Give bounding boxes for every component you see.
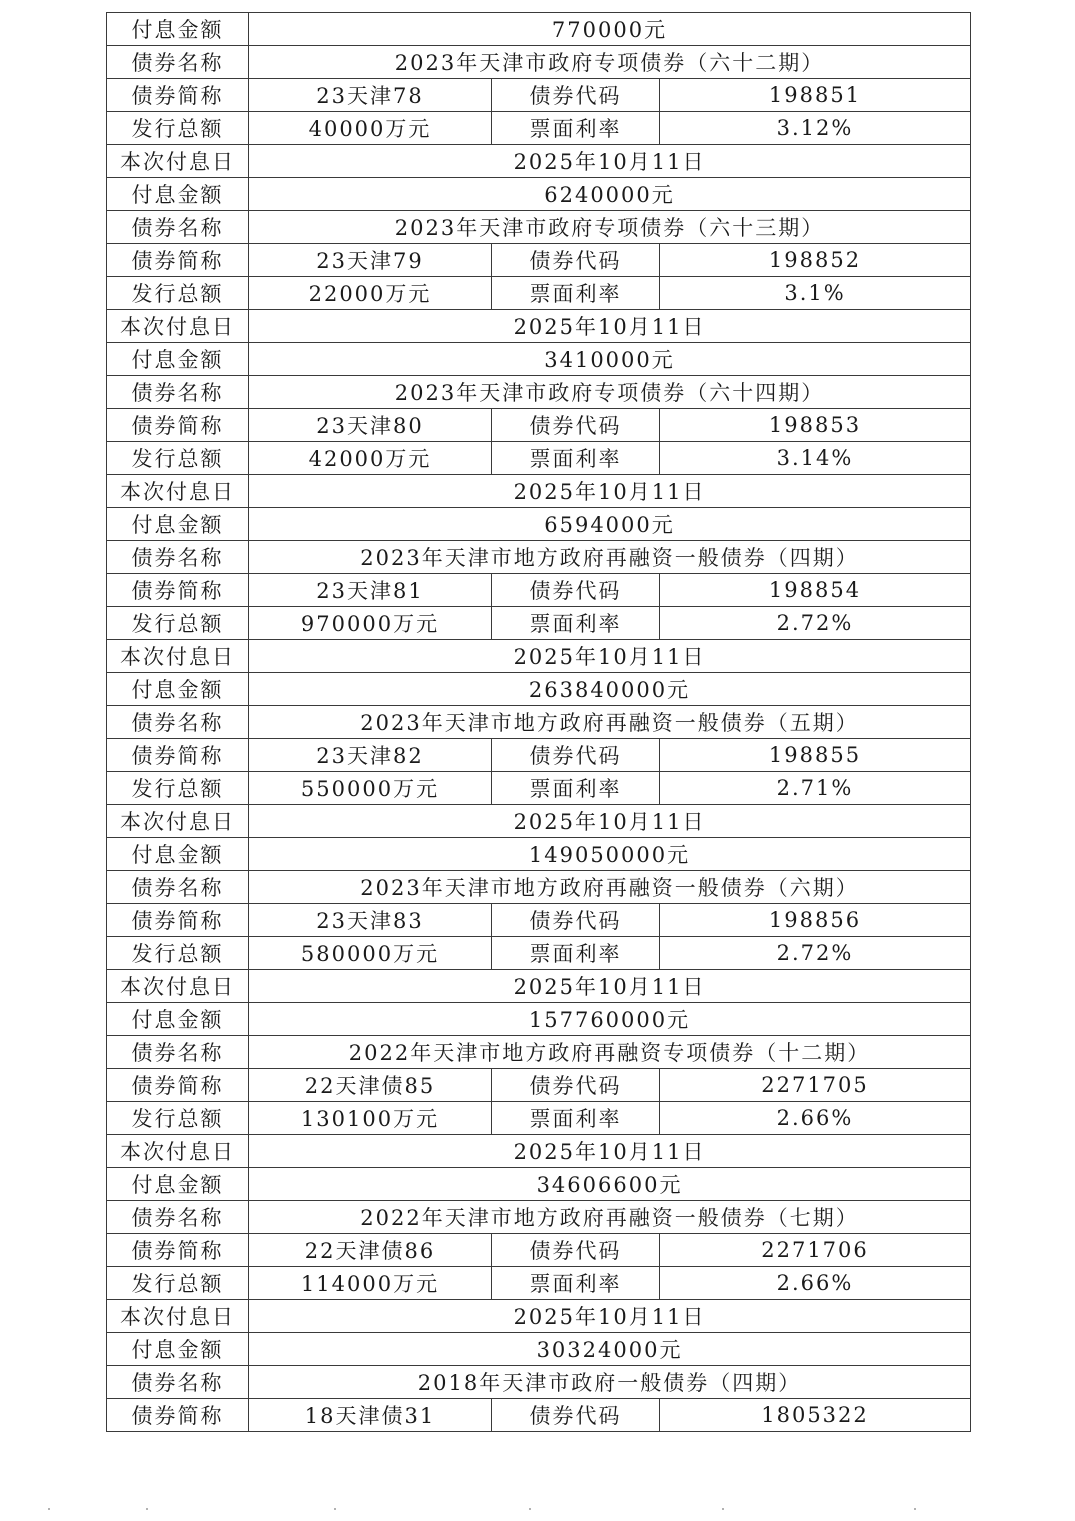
coupon-rate-value: 3.12% xyxy=(660,112,971,145)
table-row xyxy=(107,145,971,178)
table-row xyxy=(107,739,971,772)
short-name-value: 22天津债85 xyxy=(249,1069,492,1102)
bond-code-value: 198856 xyxy=(660,904,971,937)
pay-date-label: 本次付息日 xyxy=(107,145,249,178)
coupon-rate-value: 3.14% xyxy=(660,442,971,475)
bond-code-value: 198854 xyxy=(660,574,971,607)
short-name-label: 债券简称 xyxy=(107,1234,249,1267)
interest-amount-value: 6594000元 xyxy=(249,508,971,541)
issue-amount-label: 发行总额 xyxy=(107,772,249,805)
interest-amount-value: 263840000元 xyxy=(249,673,971,706)
bond-name-value: 2022年天津市地方政府再融资一般债券（七期） xyxy=(249,1201,971,1234)
table-row xyxy=(107,1366,971,1399)
table-row xyxy=(107,1201,971,1234)
scan-specks xyxy=(0,1500,1075,1521)
table-row xyxy=(107,607,971,640)
coupon-rate-label: 票面利率 xyxy=(492,112,660,145)
pay-date-value: 2025年10月11日 xyxy=(249,145,971,178)
bond-code-label: 债券代码 xyxy=(492,739,660,772)
bond-code-value: 198851 xyxy=(660,79,971,112)
issue-amount-value: 580000万元 xyxy=(249,937,492,970)
bond-code-label: 债券代码 xyxy=(492,1399,660,1432)
short-name-label: 债券简称 xyxy=(107,1399,249,1432)
issue-amount-label: 发行总额 xyxy=(107,1267,249,1300)
interest-amount-label: 付息金额 xyxy=(107,1168,249,1201)
interest-amount-label: 付息金额 xyxy=(107,1003,249,1036)
bond-name-value: 2023年天津市地方政府再融资一般债券（四期） xyxy=(249,541,971,574)
pay-date-value: 2025年10月11日 xyxy=(249,475,971,508)
issue-amount-label: 发行总额 xyxy=(107,937,249,970)
coupon-rate-value: 2.72% xyxy=(660,607,971,640)
issue-amount-value: 40000万元 xyxy=(249,112,492,145)
interest-amount-label: 付息金额 xyxy=(107,178,249,211)
coupon-rate-value: 2.66% xyxy=(660,1102,971,1135)
bond-name-label: 债券名称 xyxy=(107,1366,249,1399)
issue-amount-label: 发行总额 xyxy=(107,277,249,310)
coupon-rate-label: 票面利率 xyxy=(492,607,660,640)
table-row xyxy=(107,1036,971,1069)
short-name-label: 债券简称 xyxy=(107,1069,249,1102)
issue-amount-value: 550000万元 xyxy=(249,772,492,805)
bond-code-value: 2271706 xyxy=(660,1234,971,1267)
table-row xyxy=(107,574,971,607)
short-name-label: 债券简称 xyxy=(107,244,249,277)
bond-code-value: 1805322 xyxy=(660,1399,971,1432)
issue-amount-value: 970000万元 xyxy=(249,607,492,640)
table-row xyxy=(107,112,971,145)
table-row xyxy=(107,409,971,442)
bond-table-body xyxy=(107,13,971,1432)
bond-name-label: 债券名称 xyxy=(107,46,249,79)
bond-name-value: 2023年天津市政府专项债券（六十二期） xyxy=(249,46,971,79)
issue-amount-value: 42000万元 xyxy=(249,442,492,475)
issue-amount-label: 发行总额 xyxy=(107,607,249,640)
coupon-rate-label: 票面利率 xyxy=(492,442,660,475)
scan-speck xyxy=(722,1508,724,1510)
coupon-rate-label: 票面利率 xyxy=(492,772,660,805)
issue-amount-label: 发行总额 xyxy=(107,442,249,475)
table-row xyxy=(107,310,971,343)
short-name-value: 23天津80 xyxy=(249,409,492,442)
table-row xyxy=(107,244,971,277)
pay-date-label: 本次付息日 xyxy=(107,1300,249,1333)
table-row xyxy=(107,673,971,706)
coupon-rate-label: 票面利率 xyxy=(492,1267,660,1300)
pay-date-label: 本次付息日 xyxy=(107,640,249,673)
interest-amount-label: 付息金额 xyxy=(107,508,249,541)
bond-name-value: 2023年天津市政府专项债券（六十三期） xyxy=(249,211,971,244)
table-row xyxy=(107,211,971,244)
bond-name-label: 债券名称 xyxy=(107,211,249,244)
bond-code-value: 198853 xyxy=(660,409,971,442)
short-name-label: 债券简称 xyxy=(107,79,249,112)
bond-name-label: 债券名称 xyxy=(107,541,249,574)
short-name-value: 23天津82 xyxy=(249,739,492,772)
table-row xyxy=(107,376,971,409)
bond-name-label: 债券名称 xyxy=(107,1036,249,1069)
pay-date-value: 2025年10月11日 xyxy=(249,640,971,673)
short-name-value: 23天津81 xyxy=(249,574,492,607)
table-row xyxy=(107,277,971,310)
bond-name-value: 2022年天津市地方政府再融资专项债券（十二期） xyxy=(249,1036,971,1069)
bond-code-label: 债券代码 xyxy=(492,1234,660,1267)
table-row xyxy=(107,871,971,904)
interest-amount-value: 3410000元 xyxy=(249,343,971,376)
table-row xyxy=(107,343,971,376)
bond-code-label: 债券代码 xyxy=(492,574,660,607)
table-row xyxy=(107,1234,971,1267)
coupon-rate-label: 票面利率 xyxy=(492,1102,660,1135)
short-name-label: 债券简称 xyxy=(107,904,249,937)
short-name-label: 债券简称 xyxy=(107,574,249,607)
pay-date-value: 2025年10月11日 xyxy=(249,805,971,838)
short-name-label: 债券简称 xyxy=(107,409,249,442)
interest-amount-label: 付息金额 xyxy=(107,343,249,376)
bond-code-value: 198852 xyxy=(660,244,971,277)
pay-date-label: 本次付息日 xyxy=(107,1135,249,1168)
pay-date-value: 2025年10月11日 xyxy=(249,970,971,1003)
table-row xyxy=(107,46,971,79)
interest-amount-value: 770000元 xyxy=(249,13,971,46)
short-name-value: 18天津债31 xyxy=(249,1399,492,1432)
coupon-rate-label: 票面利率 xyxy=(492,937,660,970)
short-name-value: 23天津83 xyxy=(249,904,492,937)
interest-amount-value: 149050000元 xyxy=(249,838,971,871)
table-row xyxy=(107,772,971,805)
table-row xyxy=(107,1300,971,1333)
interest-amount-label: 付息金额 xyxy=(107,838,249,871)
issue-amount-label: 发行总额 xyxy=(107,112,249,145)
bond-code-value: 2271705 xyxy=(660,1069,971,1102)
bond-name-value: 2023年天津市地方政府再融资一般债券（五期） xyxy=(249,706,971,739)
table-row xyxy=(107,178,971,211)
coupon-rate-value: 2.72% xyxy=(660,937,971,970)
table-row xyxy=(107,13,971,46)
table-row xyxy=(107,1003,971,1036)
short-name-label: 债券简称 xyxy=(107,739,249,772)
interest-amount-value: 157760000元 xyxy=(249,1003,971,1036)
short-name-value: 23天津79 xyxy=(249,244,492,277)
table-row xyxy=(107,838,971,871)
scan-speck xyxy=(48,1508,50,1510)
pay-date-label: 本次付息日 xyxy=(107,805,249,838)
issue-amount-value: 130100万元 xyxy=(249,1102,492,1135)
interest-amount-label: 付息金额 xyxy=(107,13,249,46)
interest-amount-label: 付息金额 xyxy=(107,673,249,706)
coupon-rate-value: 3.1% xyxy=(660,277,971,310)
scan-speck xyxy=(529,1508,531,1510)
pay-date-label: 本次付息日 xyxy=(107,310,249,343)
pay-date-label: 本次付息日 xyxy=(107,970,249,1003)
scan-speck xyxy=(334,1508,336,1510)
bond-name-value: 2023年天津市政府专项债券（六十四期） xyxy=(249,376,971,409)
bond-code-value: 198855 xyxy=(660,739,971,772)
table-row xyxy=(107,1333,971,1366)
table-row xyxy=(107,937,971,970)
issue-amount-value: 22000万元 xyxy=(249,277,492,310)
short-name-value: 22天津债86 xyxy=(249,1234,492,1267)
pay-date-value: 2025年10月11日 xyxy=(249,1300,971,1333)
pay-date-value: 2025年10月11日 xyxy=(249,1135,971,1168)
bond-code-label: 债券代码 xyxy=(492,409,660,442)
pay-date-value: 2025年10月11日 xyxy=(249,310,971,343)
table-row xyxy=(107,79,971,112)
bond-name-value: 2023年天津市地方政府再融资一般债券（六期） xyxy=(249,871,971,904)
table-row xyxy=(107,805,971,838)
table-row xyxy=(107,970,971,1003)
bond-code-label: 债券代码 xyxy=(492,904,660,937)
issue-amount-value: 114000万元 xyxy=(249,1267,492,1300)
bond-code-label: 债券代码 xyxy=(492,1069,660,1102)
issue-amount-label: 发行总额 xyxy=(107,1102,249,1135)
table-row xyxy=(107,1135,971,1168)
table-row xyxy=(107,1069,971,1102)
table-row xyxy=(107,904,971,937)
bond-name-label: 债券名称 xyxy=(107,1201,249,1234)
interest-amount-value: 34606600元 xyxy=(249,1168,971,1201)
coupon-rate-value: 2.71% xyxy=(660,772,971,805)
table-row xyxy=(107,1168,971,1201)
interest-amount-value: 6240000元 xyxy=(249,178,971,211)
bond-interest-table xyxy=(106,12,971,1432)
table-row xyxy=(107,541,971,574)
interest-amount-value: 30324000元 xyxy=(249,1333,971,1366)
table-row xyxy=(107,508,971,541)
scan-speck xyxy=(914,1508,916,1510)
table-row xyxy=(107,706,971,739)
scan-speck xyxy=(146,1508,148,1510)
bond-code-label: 债券代码 xyxy=(492,244,660,277)
table-row xyxy=(107,475,971,508)
coupon-rate-label: 票面利率 xyxy=(492,277,660,310)
interest-amount-label: 付息金额 xyxy=(107,1333,249,1366)
coupon-rate-value: 2.66% xyxy=(660,1267,971,1300)
pay-date-label: 本次付息日 xyxy=(107,475,249,508)
table-row xyxy=(107,1267,971,1300)
bond-name-value: 2018年天津市政府一般债券（四期） xyxy=(249,1366,971,1399)
table-row xyxy=(107,1399,971,1432)
table-row xyxy=(107,442,971,475)
table-row xyxy=(107,1102,971,1135)
bond-name-label: 债券名称 xyxy=(107,706,249,739)
bond-code-label: 债券代码 xyxy=(492,79,660,112)
short-name-value: 23天津78 xyxy=(249,79,492,112)
bond-name-label: 债券名称 xyxy=(107,871,249,904)
bond-name-label: 债券名称 xyxy=(107,376,249,409)
table-row xyxy=(107,640,971,673)
